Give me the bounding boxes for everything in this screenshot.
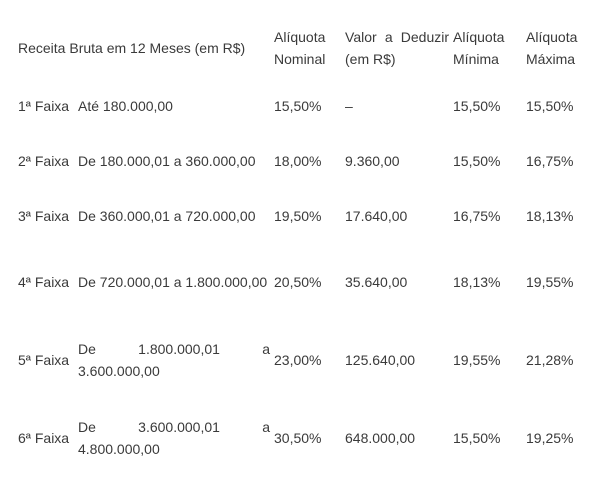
deduction-value: 9.360,00 xyxy=(345,152,400,169)
deduction-value: 125.640,00 xyxy=(345,352,416,368)
revenue-range: De 3.600.000,01 a 4.800.000,00 xyxy=(78,419,271,457)
max-rate: 19,55% xyxy=(526,274,574,290)
header-revenue: Receita Bruta em 12 Meses (em R$) xyxy=(18,40,246,56)
bracket-label: 3ª Faixa xyxy=(18,207,70,224)
table-row xyxy=(16,321,586,399)
deduction-value: 35.640,00 xyxy=(345,274,408,290)
nominal-rate: 15,50% xyxy=(274,97,322,114)
bracket-label: 2ª Faixa xyxy=(18,152,70,169)
min-rate: 19,55% xyxy=(453,352,501,368)
max-rate: 15,50% xyxy=(526,97,574,114)
table-row xyxy=(16,188,586,243)
header-nominal-rate: Alíquota Nominal xyxy=(274,29,326,67)
bracket-label: 5ª Faixa xyxy=(18,352,70,368)
deduction-value: – xyxy=(345,97,353,114)
revenue-range: De 180.000,01 a 360.000,00 xyxy=(78,152,256,169)
deduction-value: 648.000,00 xyxy=(345,430,416,446)
nominal-rate: 18,00% xyxy=(274,152,322,169)
max-rate: 18,13% xyxy=(526,207,574,224)
min-rate: 16,75% xyxy=(453,207,501,224)
min-rate: 18,13% xyxy=(453,274,501,290)
nominal-rate: 30,50% xyxy=(274,430,322,446)
header-max-rate: Alíquota Máxima xyxy=(526,29,578,67)
bracket-label: 1ª Faixa xyxy=(18,97,70,114)
table-row xyxy=(16,399,586,477)
header-deduction: Valor a Deduzir (em R$) xyxy=(345,29,450,67)
revenue-range: De 360.000,01 a 720.000,00 xyxy=(78,207,256,224)
nominal-rate: 19,50% xyxy=(274,207,322,224)
max-rate: 19,25% xyxy=(526,430,574,446)
max-rate: 21,28% xyxy=(526,352,574,368)
nominal-rate: 20,50% xyxy=(274,274,322,290)
revenue-range: Até 180.000,00 xyxy=(78,97,173,114)
revenue-range: De 1.800.000,01 a 3.600.000,00 xyxy=(78,341,271,379)
bracket-label: 6ª Faixa xyxy=(18,430,70,446)
deduction-value: 17.640,00 xyxy=(345,207,408,224)
bracket-label: 4ª Faixa xyxy=(18,274,70,290)
max-rate: 16,75% xyxy=(526,152,574,169)
header-min-rate: Alíquota Mínima xyxy=(453,29,505,67)
table-row xyxy=(16,243,586,321)
revenue-range: De 720.000,01 a 1.800.000,00 xyxy=(78,274,268,290)
table-row xyxy=(16,133,586,188)
min-rate: 15,50% xyxy=(453,97,501,114)
tax-bracket-table xyxy=(16,18,586,477)
min-rate: 15,50% xyxy=(453,430,501,446)
min-rate: 15,50% xyxy=(453,152,501,169)
table-header-row xyxy=(16,18,586,78)
table-row xyxy=(16,78,586,133)
nominal-rate: 23,00% xyxy=(274,352,322,368)
